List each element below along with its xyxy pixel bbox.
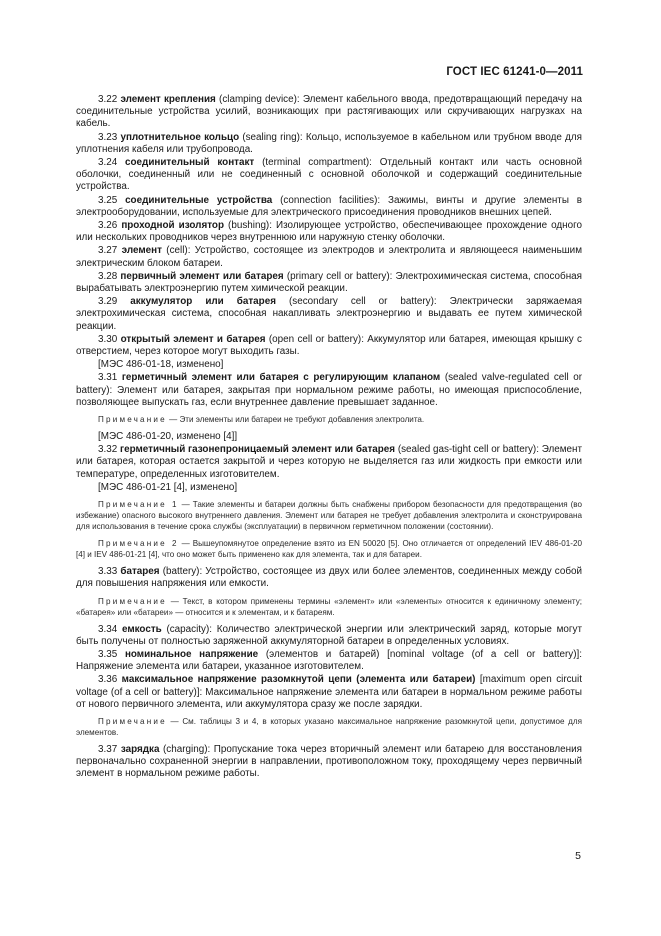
term-name: герметичный газонепроницаемый элемент или батарея (120, 444, 396, 456)
term-definition: 3.25 соединительные устройства (connection facilities): Зажимы, винты и другие элементы в электрооборудовании, используемые для электрического присоединения проводников внешних цепей. (76, 194, 582, 218)
note: Примечание — Текст, в котором применены термины «элемент» или «элементы» относится к единичному элементу; «батарея» или «батареи» — относится и к элементам, и к батареям. (76, 596, 582, 617)
term-definition: 3.32 герметичный газонепроницаемый элемент или батарея (sealed gas-tight cell or battery): Элемент или батарея, которая остается закрытой и через которую не выделяется газ или жидкость при емкости или температуре, определенных изготовителем. (76, 444, 582, 480)
note: Примечание — См. таблицы 3 и 4, в которых указано максимальное напряжение разомкнутой цепи, допустимое для элементов. (76, 716, 582, 737)
term-name: уплотнительное кольцо (120, 131, 240, 143)
note-label: Примечание (98, 716, 167, 726)
note-label: Примечание 2 (98, 539, 179, 549)
term-name: максимальное напряжение разомкнутой цепи (элемента или батареи) (121, 674, 476, 686)
term-definition: 3.30 открытый элемент и батарея (open cell or battery): Аккумулятор или батарея, имеющая крышку с отверстием, через которое могут выходить газы. (76, 333, 582, 358)
term-definition: 3.37 зарядка (charging): Пропускание тока через вторичный элемент или батарею для восстановления первоначально сохраненной энергии в направлении, противоположном току, проходящему через первичный элемент в нормальном режиме работы. (76, 743, 582, 780)
term-name: элемент (121, 245, 162, 257)
document-header: ГОСТ IEC 61241-0—2011 (446, 66, 583, 78)
term-definition: 3.22 элемент крепления (clamping device): Элемент кабельного ввода, предотвращающий передачу на соединительные устройства усилий, возникающих при растягивающих или скручивающих нагрузках на кабель. (76, 94, 582, 130)
term-name: аккумулятор или батарея (130, 296, 276, 308)
term-name: зарядка (120, 743, 160, 755)
term-definition: 3.23 уплотнительное кольцо (sealing ring): Кольцо, используемое в кабельном или трубном вводе для уплотнения кабеля или трубопровода. (76, 131, 582, 155)
term-name: номинальное напряжение (124, 648, 259, 660)
note: Примечание 1 — Такие элементы и батареи должны быть снабжены прибором безопасности для предотвращения (во избежание) опасного высокого внутреннего давления. Элемент или батарея не требует добавления электролита и сконструирована для использования в течение срока службы (эксплуатации) в первичном герметичном положении (состоянии). (76, 500, 582, 532)
source-reference: [МЭС 486-01-18, изменено] (98, 359, 224, 371)
term-name: батарея (120, 566, 160, 578)
term-name: элемент крепления (120, 94, 216, 105)
term-definition: 3.33 батарея (battery): Устройство, состоящее из двух или более элементов, соединенных между собой для повышения напряжения или емкости. (76, 566, 582, 590)
page-content (76, 94, 582, 782)
term-definition: 3.27 элемент (cell): Устройство, состоящее из электродов и электролита и являющееся наименьшим электрическим блоком батареи. (76, 245, 582, 269)
term-definition: 3.35 номинальное напряжение (элементов и батарей) [nominal voltage (of a cell or battery)]: Напряжение элемента или батареи, указанное изготовителем. (76, 648, 583, 673)
note-label: Примечание 1 (98, 500, 179, 510)
term-name: герметичный элемент или батарея с регулирующим клапаном (121, 372, 441, 384)
term-definition: 3.24 соединительный контакт (terminal compartment): Отдельный контакт или часть основной оболочки, соединенный или не соединенный с основной оболочкой и содержащий соединительные устройства. (76, 157, 582, 193)
term-name: проходной изолятор (121, 220, 224, 232)
source-reference: [МЭС 486-01-20, изменено [4]] (98, 431, 238, 443)
term-definition: 3.31 герметичный элемент или батарея с регулирующим клапаном (sealed valve-regulated cell or battery): Элемент или батарея, закрытая при нормальном режиме работы, но имеющая приспособление, позволяющее выпускать газ, если внутреннее давление превышает заданное. (76, 372, 583, 408)
term-definition: 3.26 проходной изолятор (bushing): Изолирующее устройство, обеспечивающее прохождение одного или нескольких проводников через внутреннюю или наружную стенку оболочки. (76, 220, 582, 244)
note: Примечание 2 — Вышеупомянутое определение взято из EN 50020 [5]. Оно отличается от определений IEV 486-01-20 [4] и IEV 486-01-21 [4], что оно может быть применено как для элемента, так и для батареи. (76, 539, 582, 560)
term-definition: 3.29 аккумулятор или батарея (secondary cell or battery): Электрически заряжаемая электрохимическая система, способная накапливать электроэнергию и выдавать ее путем химической реакции. (76, 296, 583, 332)
note-label: Примечание (98, 415, 167, 425)
term-name: соединительный контакт (125, 157, 255, 169)
source-reference: [МЭС 486-01-21 [4], изменено] (98, 481, 238, 493)
term-name: емкость (121, 623, 162, 635)
note: Примечание — Эти элементы или батареи не требуют добавления электролита. (98, 415, 425, 425)
page-number: 5 (575, 850, 581, 862)
term-name: первичный элемент или батарея (120, 270, 284, 282)
term-name: открытый элемент и батарея (120, 333, 266, 345)
term-name: соединительные устройства (125, 194, 273, 206)
term-definition: 3.34 емкость (capacity): Количество электрической энергии или электрический заряд, которые могут быть получены от полностью заряженной аккумуляторной батареи в определенных условиях. (76, 623, 582, 647)
term-definition: 3.36 максимальное напряжение разомкнутой цепи (элемента или батареи) [maximum open circuit voltage (of a cell or battery)]: Максимальное напряжение элемента или батареи в нормальном режиме работы от нового первичного элемента, или аккумулятора сразу же после зарядки. (76, 674, 582, 710)
note-label: Примечание (98, 596, 167, 606)
term-definition: 3.28 первичный элемент или батарея (primary cell or battery): Электрохимическая система, способная вырабатывать электроэнергию путем химической реакции. (76, 270, 582, 295)
